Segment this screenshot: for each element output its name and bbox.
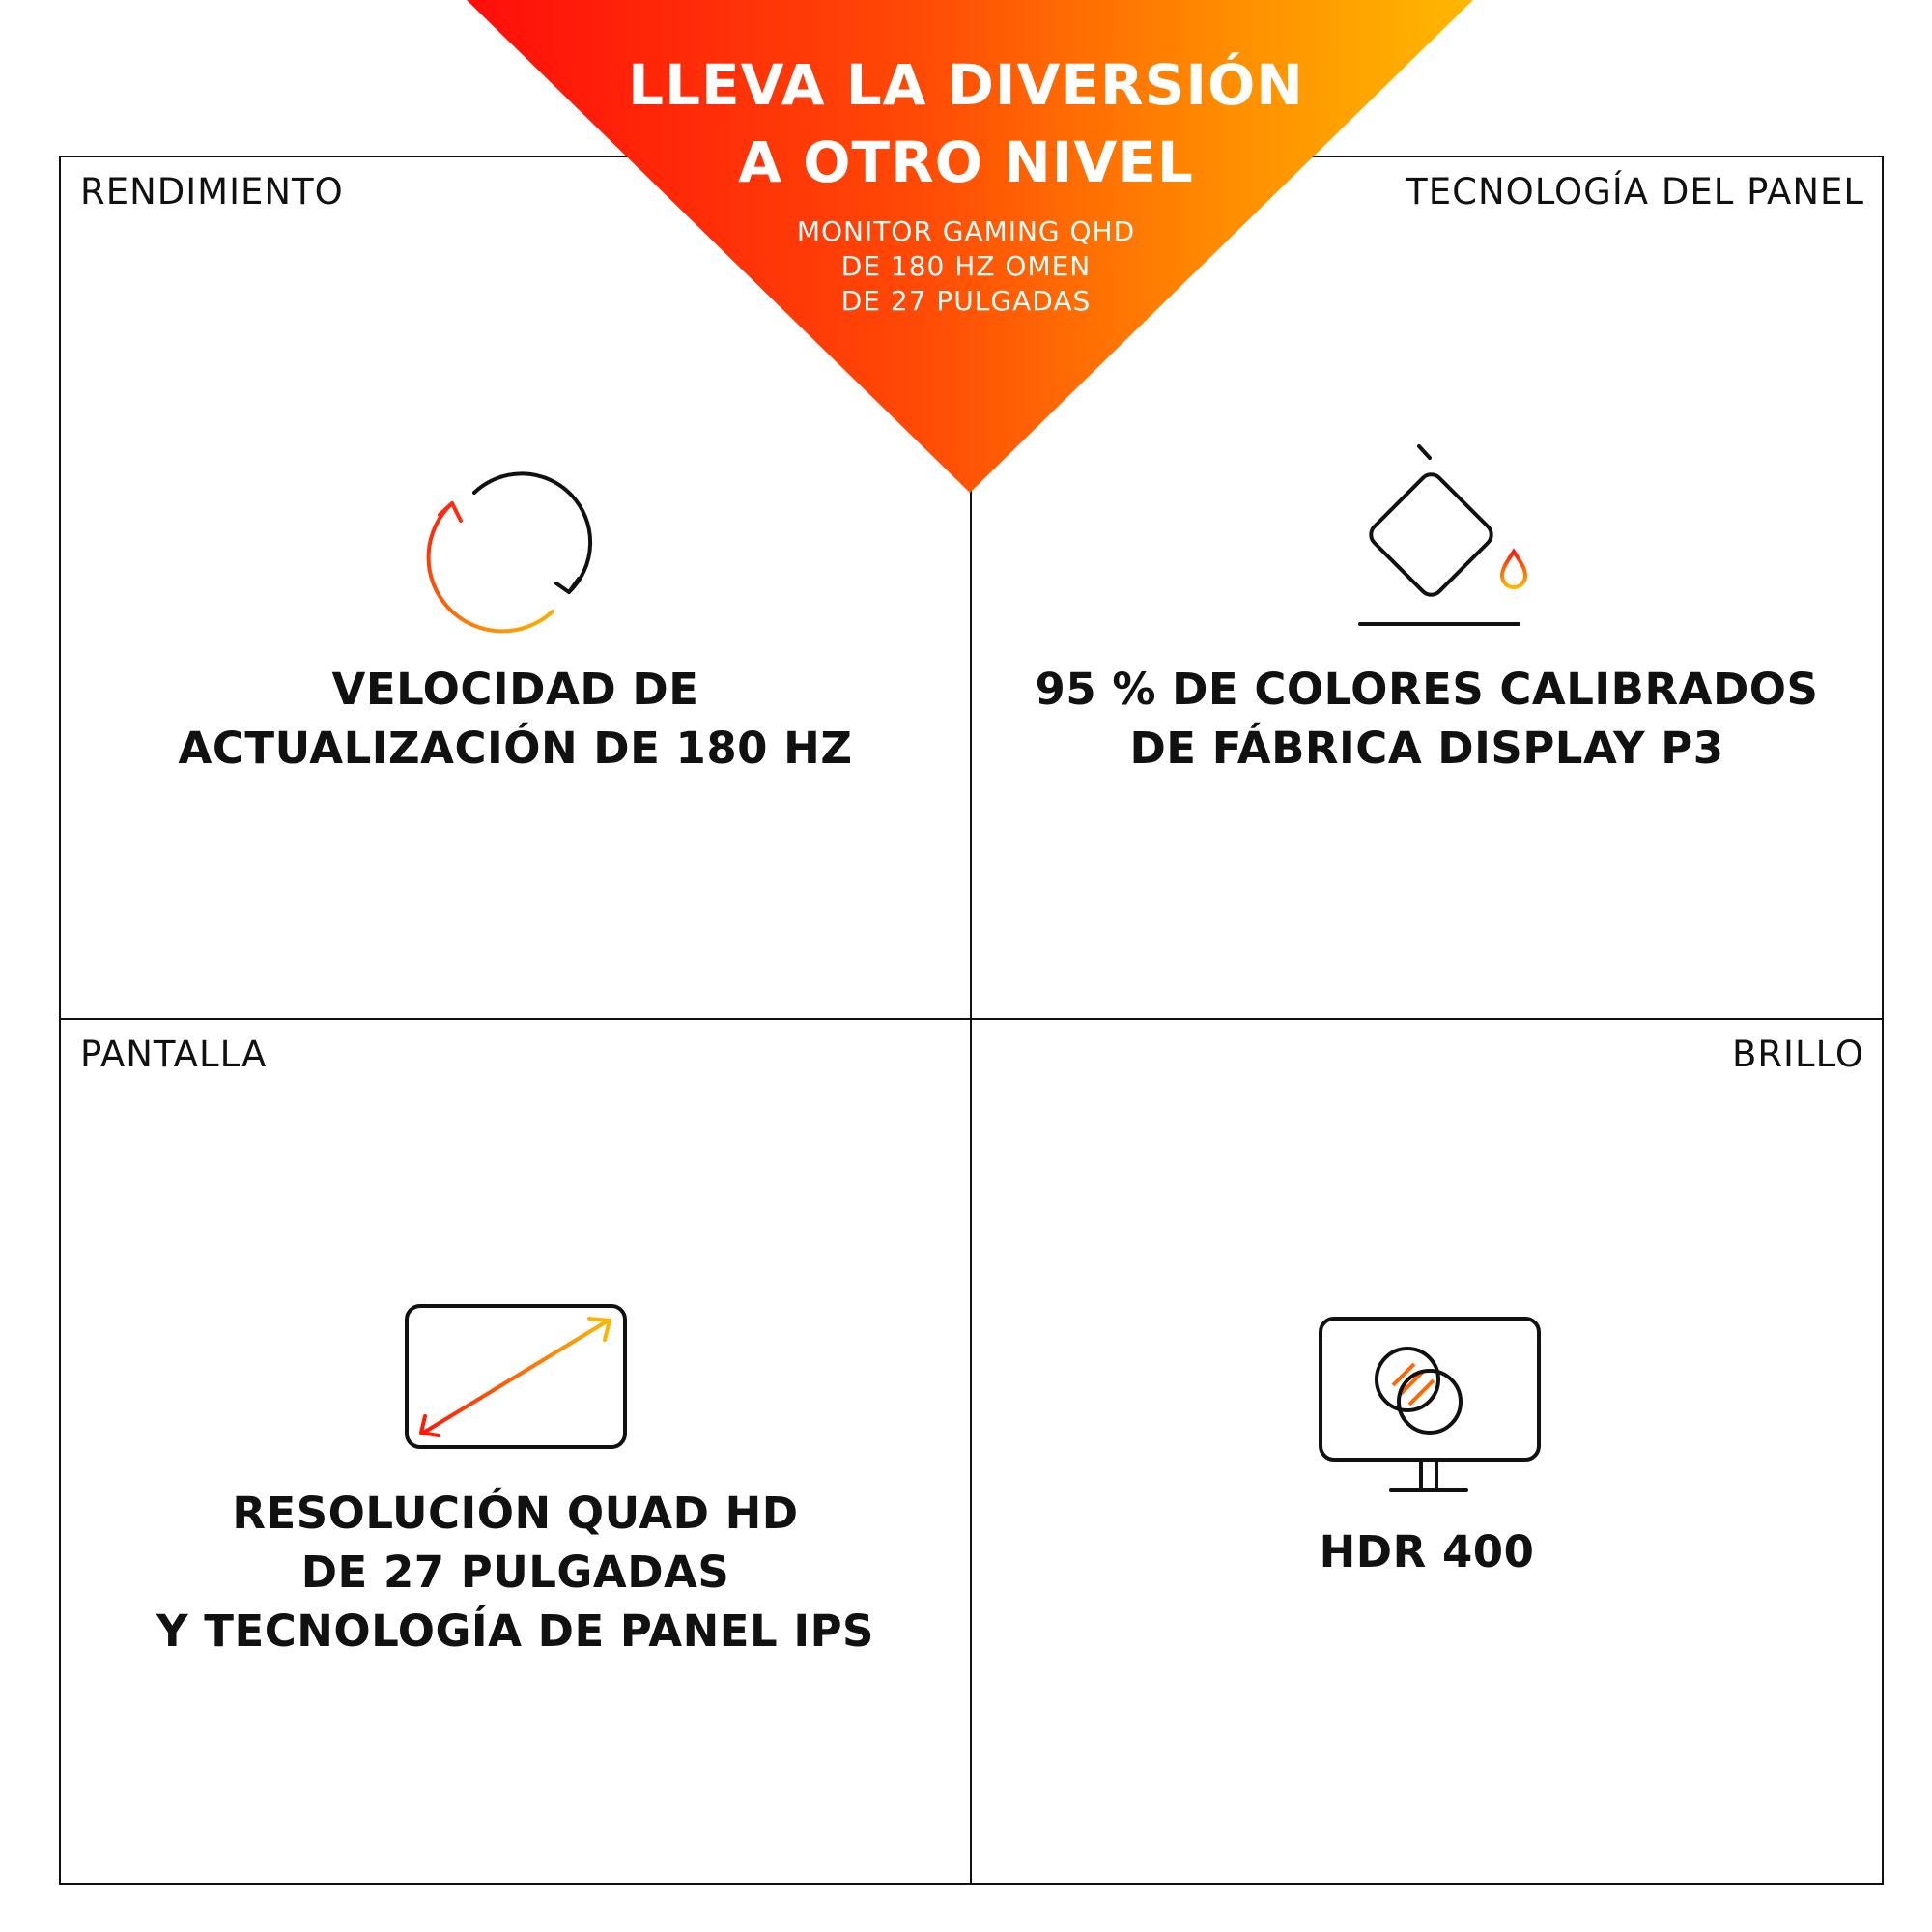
category-label: PANTALLA [80, 1034, 268, 1075]
feature-title: VELOCIDAD DE ACTUALIZACIÓN DE 180 HZ [178, 664, 853, 774]
feature-title: 95 % DE COLORES CALIBRADOS DE FÁBRICA DISPLAY P3 [1035, 664, 1819, 774]
feature-title: HDR 400 [1319, 1526, 1535, 1577]
banner-title: LLEVA LA DIVERSIÓN A OTRO NIVEL [628, 52, 1304, 195]
category-label: BRILLO [1731, 1034, 1864, 1075]
quadrant-screen [61, 1020, 970, 1883]
hdr-monitor-icon [1318, 1316, 1546, 1495]
category-label: RENDIMIENTO [80, 171, 344, 213]
quadrant-brightness [972, 1020, 1882, 1883]
banner-subtitle: MONITOR GAMING QHD DE 180 HZ OMEN DE 27 PULGADAS [796, 215, 1136, 317]
screen-diagonal-icon [404, 1303, 636, 1462]
feature-title: RESOLUCIÓN QUAD HD DE 27 PULGADAS Y TECNOLOGÍA DE PANEL IPS [156, 1488, 874, 1657]
category-label: TECNOLOGÍA DEL PANEL [1406, 171, 1864, 213]
